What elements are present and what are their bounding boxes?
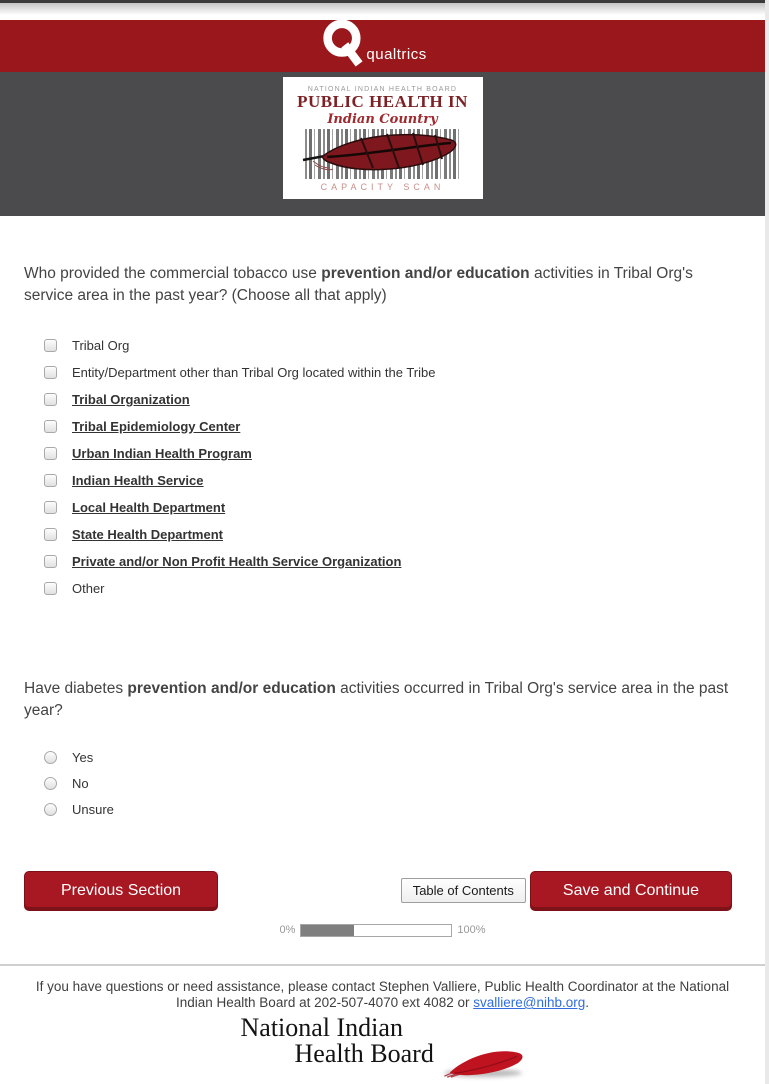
checkbox-option[interactable] — [44, 386, 741, 413]
feather-icon — [440, 1045, 528, 1079]
barcode-graphic — [305, 129, 461, 179]
progress-fill — [301, 925, 354, 936]
option-label[interactable]: No — [72, 776, 89, 792]
option-label-link[interactable]: Tribal Epidemiology Center — [72, 418, 241, 434]
nihb-footer-logo — [233, 1015, 533, 1084]
option-label-link[interactable]: Urban Indian Health Program — [72, 445, 252, 461]
right-button-group — [401, 871, 732, 911]
option-label-link[interactable]: Local Health Department — [72, 499, 226, 515]
logo-bottom-caption: CAPACITY SCAN — [320, 181, 445, 192]
option-label[interactable]: Tribal Org — [72, 337, 130, 353]
table-of-contents-button[interactable]: Table of Contents — [401, 878, 526, 903]
footer-text-part: If you have questions or need assistance, please contact Stephen Valliere, Public Health Coordinator at the National Indian Health Board at 202-507-4070 ext 4082 or — [35, 978, 730, 1011]
checkbox-option[interactable] — [44, 575, 741, 602]
radio-button[interactable] — [44, 803, 57, 816]
question-text-part: Who provided the commercial tobacco use — [24, 265, 322, 282]
question-text-part: activities occurred in Tribal Org's service area in the past year? — [24, 679, 729, 720]
option-label-link[interactable]: State Health Department — [72, 526, 223, 542]
question-text-bold: prevention and/or education — [321, 265, 530, 282]
option-label[interactable]: Unsure — [72, 802, 114, 818]
qualtrics-banner — [0, 20, 765, 72]
footer-logo-line2-row — [233, 1041, 533, 1084]
option-label[interactable]: Entity/Department other than Tribal Org located within the Tribe — [72, 364, 436, 380]
checkbox[interactable] — [44, 393, 57, 406]
survey-content — [0, 216, 765, 966]
checkbox-group — [44, 332, 741, 602]
option-label-link[interactable]: Indian Health Service — [72, 472, 204, 488]
question-text-bold: prevention and/or education — [127, 679, 336, 697]
option-label-link[interactable]: Tribal Organization — [72, 391, 190, 407]
checkbox[interactable] — [44, 474, 57, 487]
checkbox[interactable] — [44, 555, 57, 568]
radio-button[interactable] — [44, 751, 57, 764]
footer-logo-line2: Health Board — [294, 1039, 434, 1069]
option-label-link[interactable]: Private and/or Non Profit Health Service Organization — [72, 553, 402, 569]
radio-group — [44, 745, 741, 823]
checkbox-option[interactable] — [44, 548, 741, 575]
question-text-part: activities in Tribal Org's service area in the past year? (Choose all that apply) — [24, 265, 693, 305]
header-area — [0, 72, 765, 216]
feather-icon — [299, 125, 467, 185]
checkbox[interactable] — [44, 339, 57, 352]
footer-logo-line1: National Indian — [240, 1013, 403, 1043]
checkbox-option[interactable] — [44, 332, 741, 359]
checkbox[interactable] — [44, 366, 57, 379]
checkbox-option[interactable] — [44, 359, 741, 386]
checkbox[interactable] — [44, 582, 57, 595]
footer-contact-text — [26, 979, 740, 1011]
footer — [0, 966, 765, 1084]
feather-graphic — [440, 1045, 528, 1084]
qualtrics-q-icon — [321, 20, 363, 67]
radio-option[interactable] — [44, 771, 741, 797]
previous-section-button[interactable]: Previous Section — [24, 871, 218, 911]
checkbox[interactable] — [44, 447, 57, 460]
option-label[interactable]: Other — [72, 580, 105, 596]
save-and-continue-button[interactable]: Save and Continue — [530, 871, 732, 911]
checkbox-option[interactable] — [44, 467, 741, 494]
qualtrics-wordmark: qualtrics — [366, 46, 427, 63]
checkbox-option[interactable] — [44, 521, 741, 548]
progress-track — [300, 924, 452, 937]
progress-max-label: 100% — [457, 924, 486, 937]
radio-button[interactable] — [44, 777, 57, 790]
progress-min-label: 0% — [279, 924, 296, 937]
question-text-part: Have diabetes — [24, 679, 128, 697]
question-text — [24, 678, 734, 723]
question-text — [24, 263, 734, 308]
checkbox[interactable] — [44, 501, 57, 514]
logo-title: PUBLIC HEALTH IN — [297, 92, 468, 111]
top-gradient-strip — [0, 0, 765, 20]
checkbox[interactable] — [44, 420, 57, 433]
logo-top-caption: NATIONAL INDIAN HEALTH BOARD — [307, 86, 458, 93]
option-label[interactable]: Yes — [72, 750, 94, 766]
checkbox-option[interactable] — [44, 413, 741, 440]
checkbox[interactable] — [44, 528, 57, 541]
question-tobacco-providers — [24, 263, 741, 602]
radio-option[interactable] — [44, 797, 741, 823]
navigation-buttons — [24, 871, 741, 911]
question-diabetes — [24, 678, 741, 823]
email-link[interactable]: svalliere@nihb.org — [473, 995, 586, 1011]
nihb-capacity-scan-logo — [283, 77, 483, 199]
radio-option[interactable] — [44, 745, 741, 771]
checkbox-option[interactable] — [44, 494, 741, 521]
checkbox-option[interactable] — [44, 440, 741, 467]
logo-script-subtitle: Indian Country — [327, 111, 438, 127]
progress-bar — [24, 924, 741, 937]
footer-text-part: . — [585, 995, 589, 1011]
qualtrics-logo — [321, 20, 426, 72]
